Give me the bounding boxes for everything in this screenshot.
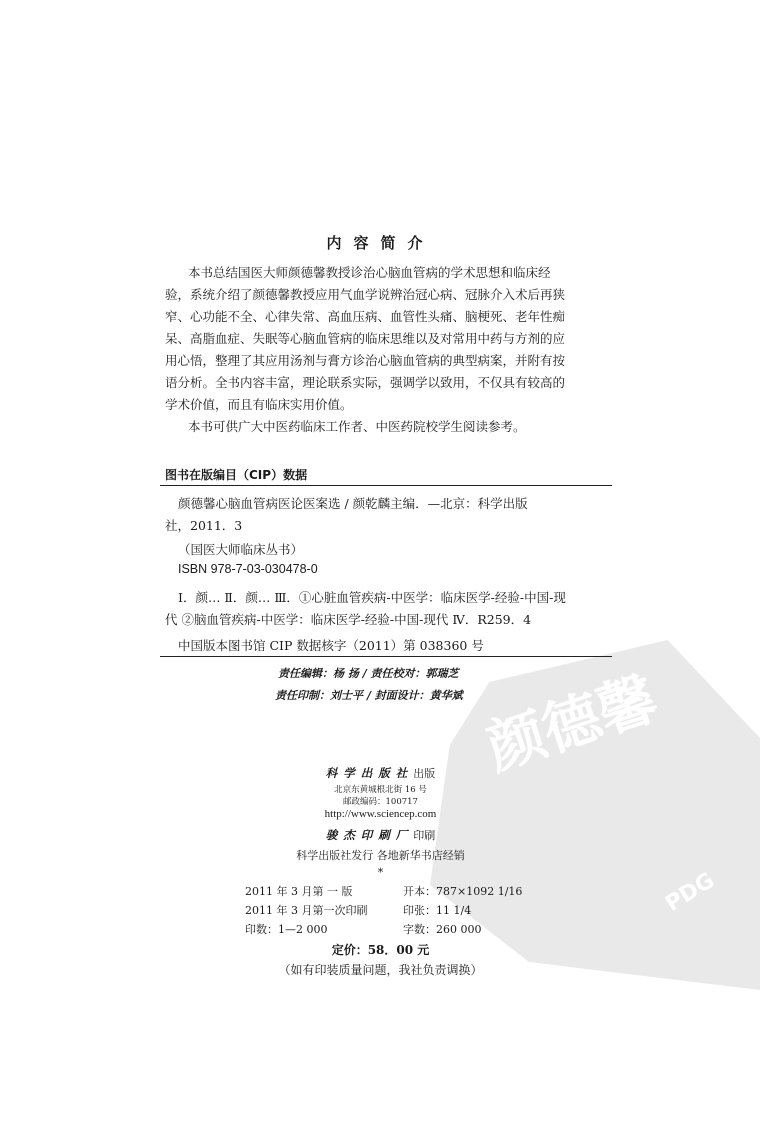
publisher-address: 北京东黄城根北街 16 号 <box>334 785 427 795</box>
spec-price: 定价：58．00 元 <box>331 943 430 957</box>
cip-title-line: 社，2011．3 <box>165 518 243 533</box>
publisher-action: 出版 <box>413 767 436 780</box>
distribution-line: 科学出版社发行 各地新华书店经销 <box>296 849 465 862</box>
separator-star: * <box>377 866 384 879</box>
summary-line: 语分析。全书内容丰富，理论联系实际，强调学以致用，不仅具有较高的 <box>165 375 566 390</box>
summary-line: 呆、高脂血症、失眠等心脑血管病的临床思维以及对常用中药与方剂的应 <box>165 331 566 346</box>
summary-line: 窄、心功能不全、心律失常、高血压病、血管性头痛、脑梗死、老年性痴 <box>165 309 566 324</box>
summary-line: 验，系统介绍了颜德馨教授应用气血学说辨治冠心病、冠脉介入术后再狭 <box>165 287 566 302</box>
credits-editors: 责任编辑：杨 扬 / 责任校对：郭瑞芝 <box>278 667 459 680</box>
publisher-name: 科学出版社 <box>325 766 414 780</box>
cip-top-rule <box>160 485 612 486</box>
spec-edition: 2011 年 3 月第 一 版 <box>245 885 353 898</box>
cip-series: （国医大师临床丛书） <box>178 542 304 557</box>
credits-production: 责任印制：刘士平 / 封面设计：黄华斌 <box>275 689 463 702</box>
cip-bottom-rule <box>160 656 612 657</box>
watermark-pdg-label: PDG <box>661 868 720 917</box>
cip-header: 图书在版编目（CIP）数据 <box>165 468 308 482</box>
summary-title: 内容简介 <box>326 234 435 252</box>
cip-isbn: ISBN 978-7-03-030478-0 <box>178 562 318 576</box>
summary-paragraph-2: 本书可供广大中医药临床工作者、中医药院校学生阅读参考。 <box>188 419 526 434</box>
printer-line <box>0 827 761 843</box>
cip-classification-line: Ⅰ．颜… Ⅱ．颜… Ⅲ．①心脏血管疾病-中医学：临床医学-经验-中国-现 <box>178 590 566 605</box>
spec-format: 开本：787×1092 1/16 <box>403 885 523 898</box>
publisher-line <box>0 765 761 781</box>
summary-line: 本书总结国医大师颜德馨教授诊治心脑血管病的学术思想和临床经 <box>188 265 551 280</box>
cip-classification-line: 代 ②脑血管疾病-中医学：临床医学-经验-中国-现代 Ⅳ．R259．4 <box>165 612 532 627</box>
cip-core-number: 中国版本图书馆 CIP 数据核字（2011）第 038360 号 <box>178 638 484 653</box>
watermark-glyphs: 颜德馨 <box>478 664 666 783</box>
spec-sheets: 印张：11 1/4 <box>403 904 472 917</box>
spec-copies: 印数：1—2 000 <box>245 923 328 936</box>
cip-title-line: 颜德馨心脑血管病医论医案选 / 颜乾麟主编．—北京：科学出版 <box>178 496 528 511</box>
spec-notice: （如有印装质量问题，我社负责调换） <box>278 963 483 977</box>
spec-printing: 2011 年 3 月第一次印刷 <box>245 904 368 917</box>
spec-words: 字数：260 000 <box>403 923 482 936</box>
summary-line: 用心悟，整理了其应用汤剂与膏方诊治心脑血管病的典型病案，并附有按 <box>165 353 566 368</box>
publisher-url: http://www.sciencep.com <box>324 808 437 820</box>
printer-name: 骏杰印刷厂 <box>325 828 414 842</box>
publisher-postcode: 邮政编码：100717 <box>343 797 418 807</box>
summary-line: 学术价值，而且有临床实用价值。 <box>165 397 353 412</box>
printer-action: 印刷 <box>413 829 436 842</box>
